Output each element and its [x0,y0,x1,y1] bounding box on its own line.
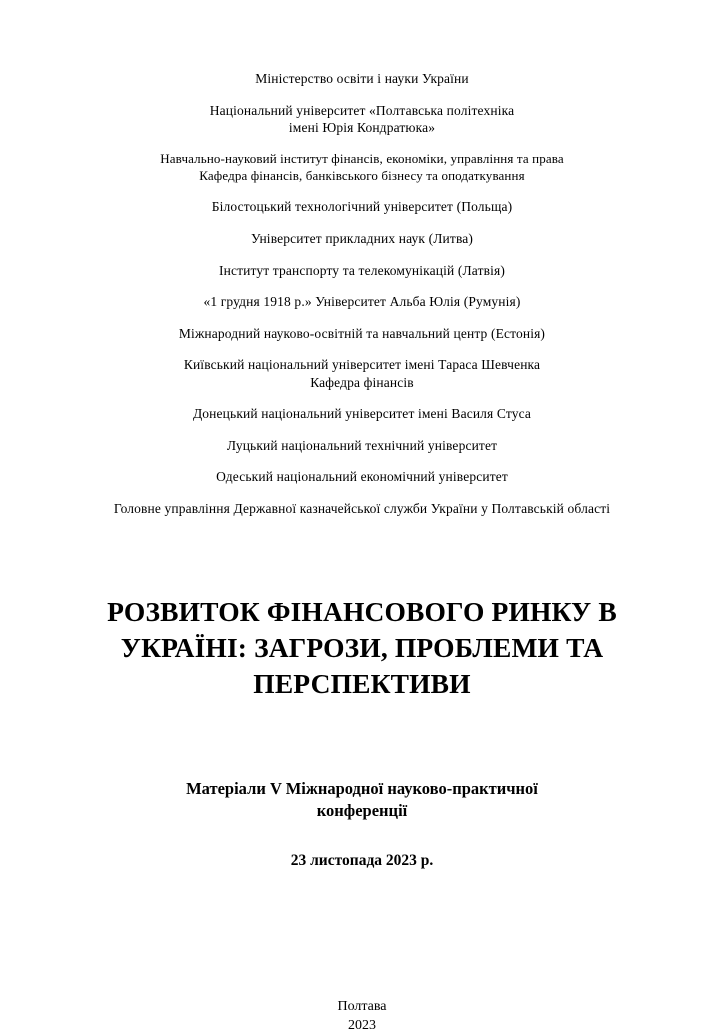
page-title: РОЗВИТОК ФІНАНСОВОГО РИНКУ В УКРАЇНІ: ЗАГРОЗИ, ПРОБЛЕМИ ТА ПЕРСПЕКТИВИ [107,596,617,699]
affiliation-group [60,230,664,248]
affiliation-group [60,262,664,280]
affiliation-group [60,437,664,455]
affiliation-line: Донецький національний університет імені Василя Стуса [192,406,532,422]
affiliation-line: Національний університет «Полтавська політехніка [209,102,515,118]
affiliation-line: Міністерство освіти і науки України [255,71,469,86]
affiliation-group [60,293,664,311]
affiliation-line: Інститут транспорту та телекомунікацій (Латвія) [219,262,505,278]
conference-date: 23 листопада 2023 р. [290,852,434,870]
affiliation-line: Університет прикладних наук (Литва) [250,230,474,246]
affiliation-group [60,151,664,185]
imprint-block [337,998,386,1036]
affiliation-line: імені Юрія Кондратюка» [288,120,436,136]
affiliation-line: Київський національний університет імені Тараса Шевченка [183,357,541,373]
affiliation-line: Білостоцький технологічний університет (Польща) [211,199,513,215]
affiliation-line: Одеський національний економічний університет [216,469,508,485]
affiliation-line: Навчально-науковий інститут фінансів, економіки, управління та права [160,150,564,166]
affiliations-block [60,70,664,531]
affiliation-line: Кафедра фінансів, банківського бізнесу та оподаткування [199,167,525,183]
publication-subtitle [120,778,603,823]
subtitle-line-1: Матеріали V Міжнародної науково-практичної [186,778,538,798]
affiliation-line: Луцький національний технічний університет [226,437,498,453]
affiliation-line: «1 грудня 1918 р.» Університет Альба Юлія (Румунія) [203,294,521,310]
imprint-city: Полтава [337,999,387,1015]
affiliation-group [60,198,664,216]
affiliation-line: Головне управління Державної казначейської служби України у Полтавській області [113,500,611,516]
affiliation-line: Міжнародний науково-освітній та навчальний центр (Естонія) [178,325,546,341]
affiliation-group [60,102,664,137]
affiliation-group [60,325,664,343]
affiliation-group [60,468,664,486]
subtitle-line-2: конференції [316,800,408,820]
affiliation-group [60,70,664,88]
affiliation-group [60,405,664,423]
affiliation-group [60,356,664,391]
affiliation-group [60,500,664,518]
affiliation-line: Кафедра фінансів [310,374,414,390]
imprint-year: 2023 [348,1018,376,1034]
